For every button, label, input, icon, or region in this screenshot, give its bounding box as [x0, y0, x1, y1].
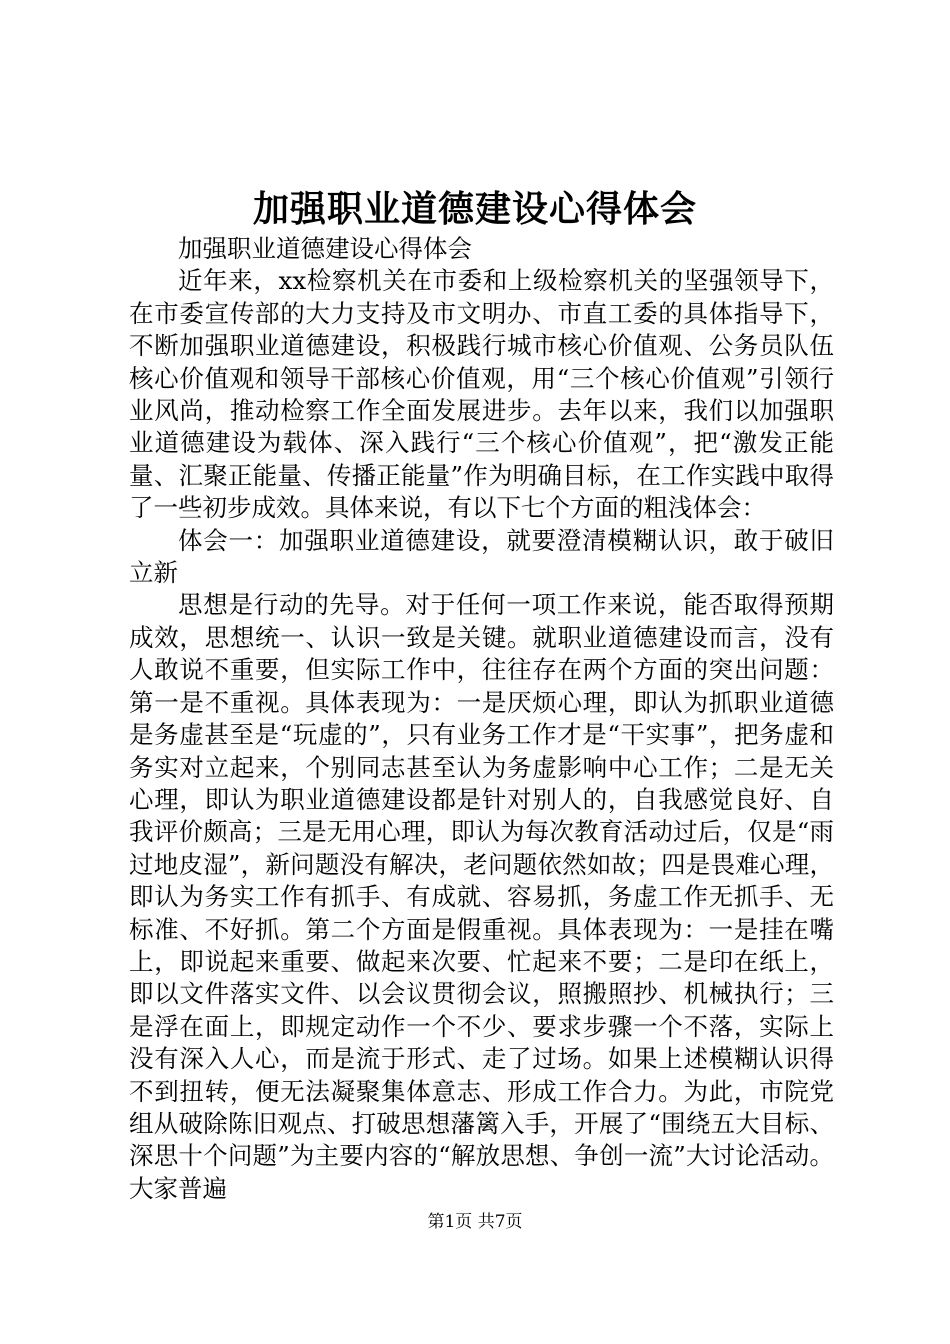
- document-title: 加强职业道德建设心得体会: [252, 188, 697, 230]
- page-number-footer: 第1页 共7页: [427, 1212, 523, 1232]
- document-body: [129, 233, 834, 1205]
- section-heading-paragraph: 体会一：加强职业道德建设，就要澄清模糊认识，敢于破旧立新: [129, 525, 834, 588]
- intro-paragraph: 近年来，xx检察机关在市委和上级检察机关的坚强领导下，在市委宣传部的大力支持及市文明办、市直工委的具体指导下，不断加强职业道德建设，积极践行城市核心价值观、公务员队伍核心价值观和领导干部核心价值观，用“三个核心价值观”引领行业风尚，推动检察工作全面发展进步。去年以来，我们以加强职业道德建设为载体、深入践行“三个核心价值观”，把“激发正能量、汇聚正能量、传播正能量”作为明确目标，在工作实践中取得了一些初步成效。具体来说，有以下七个方面的粗浅体会：: [129, 266, 834, 523]
- body-paragraph: 思想是行动的先导。对于任何一项工作来说，能否取得预期成效，思想统一、认识一致是关键。就职业道德建设而言，没有人敢说不重要，但实际工作中，往往存在两个方面的突出问题：第一是不重视。具体表现为：一是厌烦心理，即认为抓职业道德是务虚甚至是“玩虚的”，只有业务工作才是“干实事”，把务虚和务实对立起来，个别同志甚至认为务虚影响中心工作；二是无关心理，即认为职业道德建设都是针对别人的，自我感觉良好、自我评价颇高；三是无用心理，即认为每次教育活动过后，仅是“雨过地皮湿”，新问题没有解决，老问题依然如故；四是畏难心理，即认为务实工作有抓手、有成就、容易抓，务虚工作无抓手、无标准、不好抓。第二个方面是假重视。具体表现为：一是挂在嘴上，即说起来重要、做起来次要、忙起来不要；二是印在纸上，即以文件落实文件、以会议贯彻会议，照搬照抄、机械执行；三是浮在面上，即规定动作一个不少、要求步骤一个不落，实际上没有深入人心，而是流于形式、走了过场。如果上述模糊认识得不到扭转，便无法凝聚集体意志、形成工作合力。为此，市院党组从破除陈旧观点、打破思想藩篱入手，开展了“围绕五大目标、深思十个问题”为主要内容的“解放思想、争创一流”大讨论活动。大家普遍: [129, 590, 834, 1203]
- subtitle-paragraph: 加强职业道德建设心得体会: [178, 234, 472, 263]
